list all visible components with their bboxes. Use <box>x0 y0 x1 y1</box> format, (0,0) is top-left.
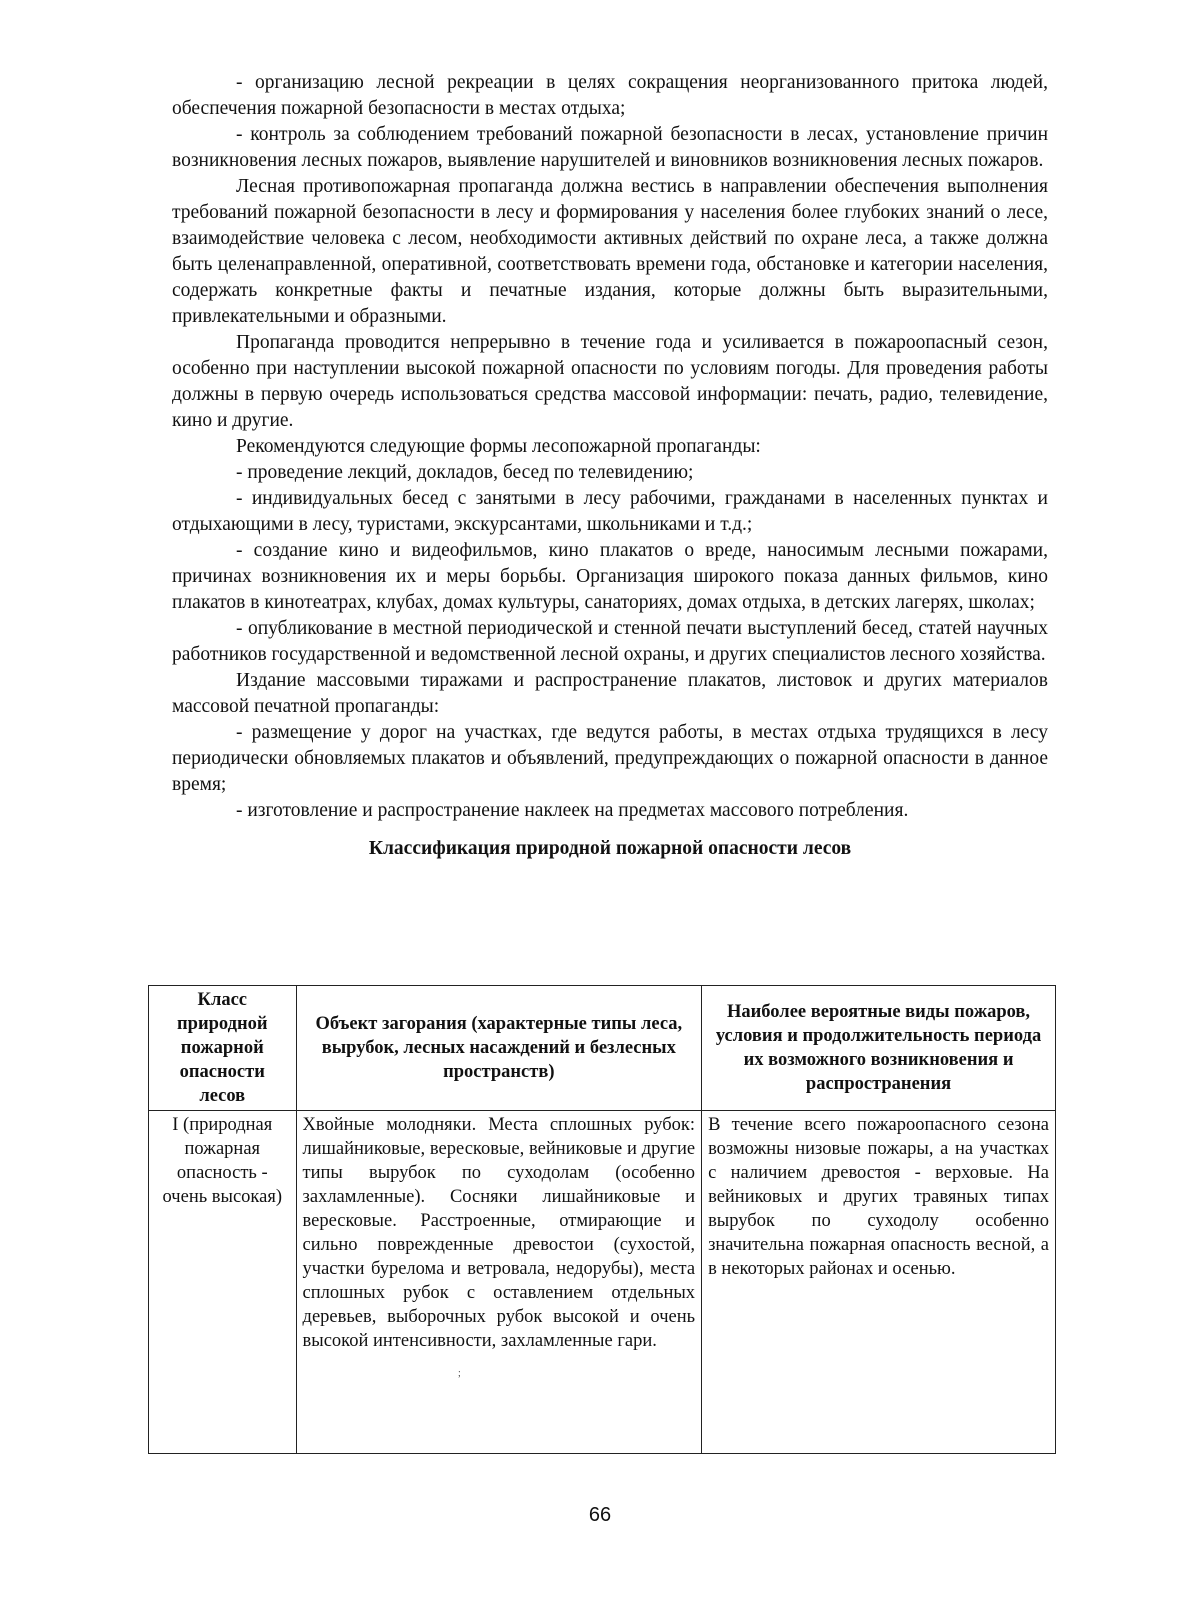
paragraph: - индивидуальных бесед с занятыми в лесу рабочими, гражданами в населенных пунктах и отдыхающими в лесу, туристами, экскурсантами, школьниками и т.д.; <box>172 488 1048 535</box>
paragraph: - проведение лекций, докладов, бесед по телевидению; <box>236 462 694 483</box>
cell-object: Хвойные молодняки. Места сплошных рубок: лишайниковые, вересковые, вейниковые и другие типы вырубок по суходолам (особенно захламленные). Сосняки лишайниковые и вересковые. Расстроенные, отмирающие и сильно поврежденные древостои (сухостой, участки бурелома и ветровала, недорубы), места сплошных рубок с оставлением отдельных деревьев, выборочных рубок высокой и очень высокой интенсивности, захламленные гари. <box>296 1111 702 1454</box>
header-class: Класс природной пожарной опасности лесов <box>149 986 297 1111</box>
paragraph: - изготовление и распространение наклеек на предметах массового потребления. <box>236 800 909 821</box>
paragraph: Издание массовыми тиражами и распространение плакатов, листовок и других материалов массовой печатной пропаганды: <box>172 670 1048 717</box>
table-title: Классификация природной пожарной опасности лесов <box>368 838 852 859</box>
paragraph: Лесная противопожарная пропаганда должна вестись в направлении обеспечения выполнения требований пожарной безопасности в лесу и формирования у населения более глубоких знаний о лесе, взаимодействие человека с лесом, необходимости активных действий по охране леса, а также должна быть целенаправленной, оперативной, соответствовать времени года, обстановке и категории населения, содержать конкретные факты и печатные издания, которые должны быть выразительными, привлекательными и образными. <box>172 176 1048 327</box>
paragraph: - создание кино и видеофильмов, кино плакатов о вреде, наносимым лесными пожарами, причинах возникновения их и меры борьбы. Организация широкого показа данных фильмов, кино плакатов в кинотеатрах, клубах, домах культуры, санаториях, домах отдыха, в детских лагерях, школах; <box>172 540 1048 613</box>
document-body <box>172 70 1048 870</box>
paragraph: - опубликование в местной периодической и стенной печати выступлений бесед, статей научных работников государственной и ведомственной лесной охраны, и других специалистов лесного хозяйства. <box>172 618 1048 665</box>
cell-fires: В течение всего пожароопасного сезона возможны низовые пожары, а на участках с наличием древостоя - верховые. На вейниковых и других травяных типах вырубок по суходолу особенно значительна пожарная опасность весной, а в некоторых районах и осенью. <box>702 1111 1056 1454</box>
table-row <box>149 1111 1056 1454</box>
cell-class: I (природная пожарная опасность - очень высокая) <box>149 1111 297 1454</box>
paragraph: - организацию лесной рекреации в целях сокращения неорганизованного притока людей, обеспечения пожарной безопасности в местах отдыха; <box>172 72 1048 119</box>
paragraph: Рекомендуются следующие формы лесопожарной пропаганды: <box>236 436 761 457</box>
paragraph: Пропаганда проводится непрерывно в течение года и усиливается в пожароопасный сезон, особенно при наступлении высокой пожарной опасности по условиям погоды. Для проведения работы должны в первую очередь использоваться средства массовой информации: печать, радио, телевидение, кино и другие. <box>172 332 1048 431</box>
header-object: Объект загорания (характерные типы леса, вырубок, лесных насаждений и безлесных пространств) <box>296 986 702 1111</box>
paragraph: - размещение у дорог на участках, где ведутся работы, в местах отдыха трудящихся в лесу периодически обновляемых плакатов и объявлений, предупреждающих о пожарной опасности в данное время; <box>172 722 1048 795</box>
page-number: 66 <box>588 1504 612 1526</box>
header-fires: Наиболее вероятные виды пожаров, условия и продолжительность периода их возможного возникновения и распространения <box>702 986 1056 1111</box>
table-header-row <box>149 986 1056 1111</box>
scan-speck: ; <box>458 1368 461 1379</box>
paragraph: - контроль за соблюдением требований пожарной безопасности в лесах, установление причин возникновения лесных пожаров, выявление нарушителей и виновников возникновения лесных пожаров. <box>172 124 1048 171</box>
fire-danger-table <box>148 985 1056 1454</box>
